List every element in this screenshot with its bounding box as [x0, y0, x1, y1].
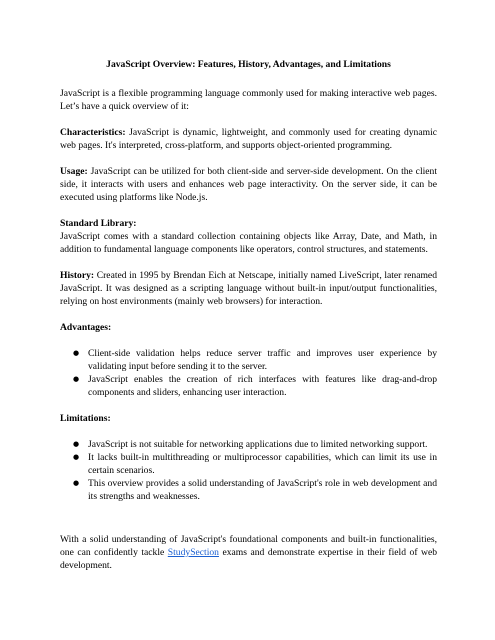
advantages-list [60, 347, 437, 399]
list-item [60, 451, 437, 477]
list-item-text: This overview provides a solid understanding of JavaScript's role in web development and its strengths and weaknesses. [88, 478, 437, 502]
usage-text: JavaScript can be utilized for both client-side and server-side development. On the client side, it interacts with users and enhances web page interactivity. On the server side, it can be executed using platforms like Node.js. [60, 166, 437, 203]
standard-library-paragraph: JavaScript comes with a standard collection containing objects like Array, Date, and Math, in addition to fundamental language components like operators, control structures, and statements. [60, 231, 437, 255]
list-item [60, 373, 437, 399]
list-item-text: It lacks built-in multithreading or multiprocessor capabilities, which can limit its use in certain scenarios. [88, 452, 437, 476]
bullet-icon: ● [73, 375, 80, 383]
standard-library-heading: Standard Library: [60, 218, 137, 229]
limitations-list [60, 438, 437, 503]
document-page [60, 58, 437, 585]
studysection-link[interactable]: StudySection [167, 547, 219, 558]
bullet-icon: ● [73, 479, 80, 487]
limitations-heading: Limitations: [60, 413, 111, 424]
bullet-icon: ● [73, 440, 80, 448]
bullet-icon: ● [73, 453, 80, 461]
bullet-icon: ● [73, 349, 80, 357]
advantages-heading: Advantages: [60, 322, 112, 333]
list-item [60, 477, 437, 503]
characteristics-paragraph [60, 126, 437, 152]
history-text: Created in 1995 by Brendan Eich at Netscape, initially named LiveScript, later renamed JavaScript. It was designed as a scripting language without built-in input/output functionalities, relying on host environments (mainly web browsers) for interaction. [60, 270, 437, 307]
document-title: JavaScript Overview: Features, History, Advantages, and Limitations [106, 59, 391, 70]
list-item [60, 347, 437, 373]
closing-text-after: exams and demonstrate expertise in their field of web development. [60, 547, 438, 571]
list-item [60, 438, 437, 451]
closing-text-before: With a solid understanding of JavaScript's foundational components and built-in functionalities, one can confidently tackle [60, 534, 437, 558]
list-item-text: Client-side validation helps reduce server traffic and improves user experience by validating input before sending it to the server. [88, 348, 437, 372]
intro-paragraph: JavaScript is a flexible programming language commonly used for making interactive web pages. Let’s have a quick overview of it: [60, 88, 437, 112]
list-item-text: JavaScript is not suitable for networking applications due to limited networking support. [88, 439, 428, 450]
usage-paragraph [60, 165, 437, 204]
characteristics-label: Characteristics: [60, 127, 126, 138]
history-label: History: [60, 270, 95, 281]
usage-label: Usage: [60, 166, 88, 177]
characteristics-text: JavaScript is dynamic, lightweight, and commonly used for creating dynamic web pages. It's interpreted, cross-platform, and supports object-oriented programming. [60, 127, 437, 151]
list-item-text: JavaScript enables the creation of rich interfaces with features like drag-and-drop components and sliders, enhancing user interaction. [88, 374, 437, 398]
history-paragraph [60, 269, 437, 308]
closing-paragraph [60, 533, 437, 572]
